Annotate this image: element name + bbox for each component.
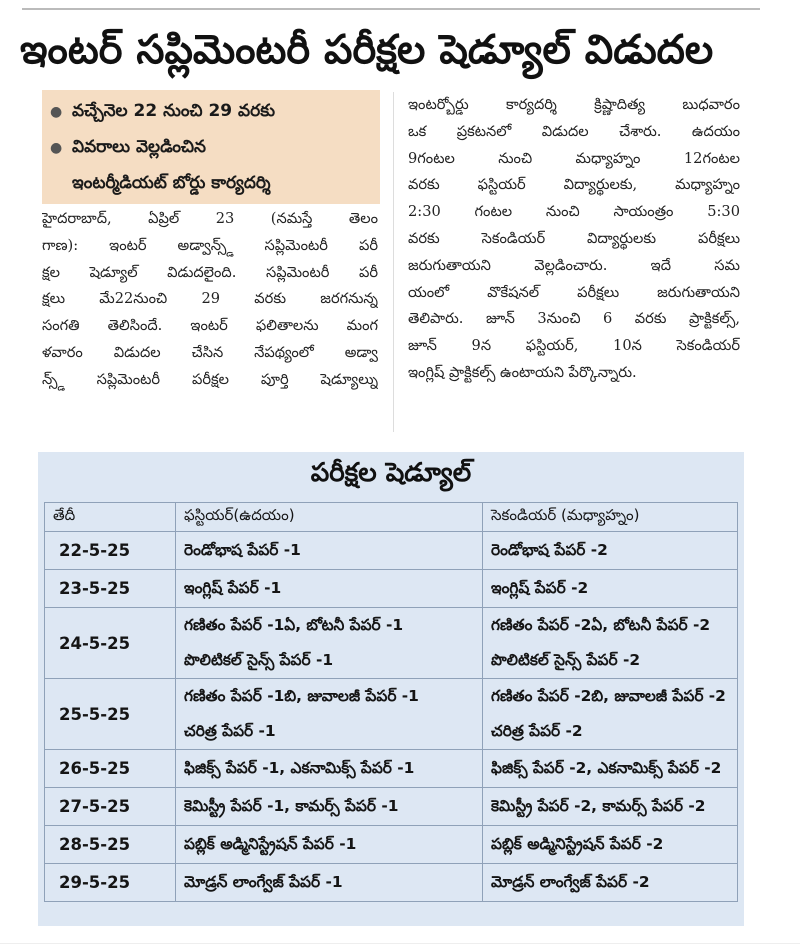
second-year-subject: రెండోభాష పేపర్ -2 xyxy=(483,532,738,570)
first-year-subject: పబ్లిక్ అడ్మినిస్ట్రేషన్ పేపర్ -1 xyxy=(176,826,483,864)
bullet-icon: ● xyxy=(50,104,63,120)
second-year-subject: గణితం పేపర్ -2ఏ, బోటనీ పేపర్ -2 పొలిటికల్ సైన్స్ పేపర్ -2 xyxy=(483,608,738,679)
highlight-item xyxy=(50,130,372,166)
header-second-year: సెకండియర్ (మధ్యాహ్నం) xyxy=(483,503,738,532)
table-row xyxy=(45,570,738,608)
body-line: 2:30 గంటల నుంచి సాయంత్రం 5:30 xyxy=(408,203,740,221)
top-rule xyxy=(22,8,760,10)
body-line: వరకు సెకండియర్ విద్యార్థులకు పరీక్షలు xyxy=(408,229,740,247)
table-row xyxy=(45,826,738,864)
second-year-subject: పబ్లిక్ అడ్మినిస్ట్రేషన్ పేపర్ -2 xyxy=(483,826,738,864)
exam-date: 26-5-25 xyxy=(45,750,176,788)
highlight-item xyxy=(50,94,372,130)
body-line: తెలిపారు. జూన్ 3నుంచి 6 వరకు ప్రాక్టికల్స్, xyxy=(408,310,740,328)
table-row xyxy=(45,750,738,788)
highlight-text: వివరాలు వెల్లడించిన xyxy=(72,137,206,157)
body-line: ళవారం విడుదల చేసిన నేపథ్యంలో అడ్వా xyxy=(42,343,378,361)
highlight-item-continuation xyxy=(50,166,372,201)
body-line: వరకు ఫస్టియర్ విద్యార్థులకు, మధ్యాహ్నం xyxy=(408,176,740,194)
second-year-subject: మోడ్రన్ లాంగ్వేజ్ పేపర్ -2 xyxy=(483,864,738,902)
exam-schedule-box xyxy=(38,452,744,926)
exam-date: 22-5-25 xyxy=(45,532,176,570)
exam-date: 24-5-25 xyxy=(45,608,176,679)
first-year-subject: గణితం పేపర్ -1బి, జువాలజీ పేపర్ -1 చరిత్ర పేపర్ -1 xyxy=(176,679,483,750)
first-year-subject: ఫిజిక్స్ పేపర్ -1, ఎకనామిక్స్ పేపర్ -1 xyxy=(176,750,483,788)
first-year-subject: గణితం పేపర్ -1ఏ, బోటనీ పేపర్ -1 పొలిటికల్ సైన్స్ పేపర్ -1 xyxy=(176,608,483,679)
exam-date: 23-5-25 xyxy=(45,570,176,608)
first-year-subject: మోడ్రన్ లాంగ్వేజ్ పేపర్ -1 xyxy=(176,864,483,902)
article-headline: ఇంటర్ సప్లిమెంటరీ పరీక్షల షెడ్యూల్ విడుదల xyxy=(20,27,714,73)
body-line: హైదరాబాద్, ఏప్రిల్ 23 (నమస్తే తెలం xyxy=(42,210,378,227)
body-line: న్స్డ్ సప్లిమెంటరీ పరీక్షల పూర్తి షెడ్యూల్ను xyxy=(42,370,378,388)
body-line: క్షలు మే22నుంచి 29 వరకు జరగనున్న xyxy=(42,290,378,308)
body-line: యంలో వొకేషనల్ పరీక్షలు జరుగుతాయని xyxy=(408,283,740,301)
second-year-subject: ఇంగ్లిష్ పేపర్ -2 xyxy=(483,570,738,608)
table-header-row xyxy=(45,503,738,532)
article-body-left xyxy=(42,206,378,394)
article-body-right xyxy=(408,92,740,387)
body-line: గాణ): ఇంటర్ అడ్వాన్స్డ్ సప్లిమెంటరీ పరీ xyxy=(42,236,378,254)
header-date: తేదీ xyxy=(45,503,176,532)
exam-date: 29-5-25 xyxy=(45,864,176,902)
exam-date: 27-5-25 xyxy=(45,788,176,826)
column-divider xyxy=(393,92,394,432)
body-line: ఇంగ్లిష్ ప్రాక్టికల్స్ ఉంటాయని పేర్కొన్నారు. xyxy=(408,363,637,381)
body-line: సంగతి తెలిసిందే. ఇంటర్ ఫలితాలను మంగ xyxy=(42,317,378,335)
exam-date: 28-5-25 xyxy=(45,826,176,864)
header-first-year: ఫస్టియర్(ఉదయం) xyxy=(176,503,483,532)
schedule-title: పరీక్షల షెడ్యూల్ xyxy=(310,458,472,488)
body-line: క్షల షెడ్యూల్ విడుదలైంది. సప్లిమెంటరీ పరీ xyxy=(42,263,378,281)
schedule-table xyxy=(44,502,738,902)
table-row xyxy=(45,864,738,902)
highlights-box xyxy=(42,90,380,204)
first-year-subject: కెమిస్ట్రీ పేపర్ -1, కామర్స్ పేపర్ -1 xyxy=(176,788,483,826)
exam-date: 25-5-25 xyxy=(45,679,176,750)
table-row xyxy=(45,532,738,570)
highlight-text: ఇంటర్మీడియట్ బోర్డు కార్యదర్శి xyxy=(72,173,271,193)
body-line: ఇంటర్బోర్డు కార్యదర్శి క్రిష్ణాదిత్య బుధవారం xyxy=(408,96,740,113)
bullet-icon: ● xyxy=(50,140,63,156)
body-line: 9గంటల నుంచి మధ్యాహ్నం 12గంటల xyxy=(408,149,740,167)
table-row xyxy=(45,679,738,750)
body-line: ఒక ప్రకటనలో విడుదల చేశారు. ఉదయం xyxy=(408,122,740,140)
highlight-text: వచ్చేనెల 22 నుంచి 29 వరకు xyxy=(72,101,275,121)
first-year-subject: రెండోభాష పేపర్ -1 xyxy=(176,532,483,570)
body-line: జరుగుతాయని వెల్లడించారు. ఇదే సమ xyxy=(408,256,740,274)
table-row xyxy=(45,608,738,679)
second-year-subject: ఫిజిక్స్ పేపర్ -2, ఎకనామిక్స్ పేపర్ -2 xyxy=(483,750,738,788)
second-year-subject: కెమిస్ట్రీ పేపర్ -2, కామర్స్ పేపర్ -2 xyxy=(483,788,738,826)
first-year-subject: ఇంగ్లిష్ పేపర్ -1 xyxy=(176,570,483,608)
second-year-subject: గణితం పేపర్ -2బి, జువాలజీ పేపర్ -2 చరిత్ర పేపర్ -2 xyxy=(483,679,738,750)
table-row xyxy=(45,788,738,826)
body-line: జూన్ 9న ఫస్టియర్, 10న సెకండియర్ xyxy=(408,337,740,355)
